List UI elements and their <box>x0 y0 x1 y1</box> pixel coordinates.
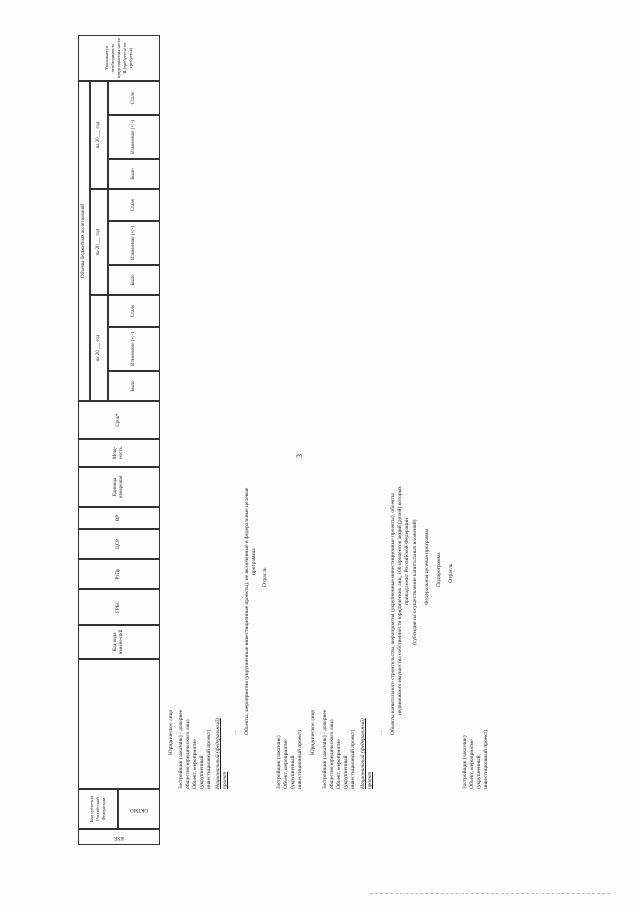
row-capital-construction-a: Объекты капитального строительства, мероприятия (укрупненные инвестиционные проекты), объекты <box>390 493 396 735</box>
header-y2-stalo: Стало <box>108 189 160 221</box>
row-object-1b: (укрупненный <box>199 755 205 789</box>
header-vr: ВР <box>78 507 160 529</box>
row-developer-subsidiary-1b: общество юридического лица <box>185 719 191 789</box>
row-national-project-1a: Национальный (федеральный) <box>215 718 221 789</box>
row-not-in-fcp-b: программы <box>251 548 257 575</box>
header-capacity: Мощ-ность <box>78 439 160 467</box>
row-developer-2a: Застройщик (заказчик) <box>276 735 282 789</box>
header-change-kind-code: Код вида измене-ний <box>78 625 160 659</box>
header-y3-stalo: Стало <box>108 81 160 115</box>
row-developer-3c: (укрупненный <box>476 755 482 789</box>
header-y3-bylo: Было <box>108 159 160 189</box>
row-object-2c: инвестиционный проект) <box>350 729 356 789</box>
header-unit: Единица измерения <box>78 467 160 507</box>
row-not-in-fcp-a: Объекты, мероприятия (укрупненные инвестиционные проекты), не включенные в федеральные целевые <box>244 487 250 735</box>
page-number: 3 <box>295 454 304 458</box>
row-developer-3d: инвестиционный проект) <box>483 729 489 789</box>
row-developer-subsidiary-2a: Застройщик (заказчик) - дочернее <box>322 709 328 789</box>
row-ellipsis-2: ... <box>378 730 384 735</box>
header-csr: ЦСР <box>78 529 160 559</box>
row-capital-construction-b: недвижимого имущества собственности юридических лиц, 100 процентов акций (долей) которых <box>397 485 403 715</box>
header-year-3: на 20___ год <box>90 81 108 189</box>
row-national-project-2b: проект <box>367 771 373 789</box>
header-name <box>78 659 160 789</box>
row-capital-construction-c: принадлежит Российской Федерации <box>404 518 410 605</box>
header-term: Срок* <box>78 401 160 439</box>
header-year-2: на 20___ год <box>90 189 108 295</box>
row-developer-2d: инвестиционный проект) <box>297 729 303 789</box>
row-developer-2c: (укрупненный <box>290 755 296 789</box>
row-subprogram: Подпрограмма <box>436 552 442 587</box>
row-developer-3b: Объект, мероприятие <box>469 739 475 789</box>
row-developer-subsidiary-2b: общество юридического лица <box>329 719 335 789</box>
row-industry-2: Отрасль <box>448 563 454 583</box>
row-developer-2b: Объект, мероприятие <box>283 739 289 789</box>
header-oktmo: ОКТМО <box>118 789 160 829</box>
header-part2-necessity: Указывается необходимость представления части II (требуется/ не требуется) <box>78 35 160 81</box>
header-y2-change: Изменение (+;-) <box>108 221 160 265</box>
row-legal-entity-1: Юридическое лицо <box>168 709 174 755</box>
header-y1-change: Изменение (+;-) <box>108 327 160 371</box>
row-capital-construction-d: (субсидии на осуществление капитальных вложений) <box>412 519 418 645</box>
row-ellipsis-1: ... <box>232 730 238 735</box>
row-object-2b: (укрупненный <box>343 755 349 789</box>
row-object-1c: инвестиционный проект) <box>206 729 212 789</box>
header-y2-bylo: Было <box>108 265 160 295</box>
header-y3-change: Изменение (+;-) <box>108 115 160 159</box>
header-y1-stalo: Стало <box>108 295 160 327</box>
header-grbs: ГРБС <box>78 589 160 625</box>
row-national-project-2a: Национальный (федеральный) <box>360 718 366 789</box>
row-legal-entity-2: Юридическое лицо <box>310 709 316 755</box>
row-national-project-1b: проект <box>222 771 228 789</box>
header-rzpr: РзПр <box>78 559 160 589</box>
header-year-1: на 20___ год <box>90 295 108 401</box>
header-subject-code: Код субъе-кта Россий-ской Федера-ции <box>78 789 118 829</box>
row-object-2a: Объект, мероприятие <box>336 739 342 789</box>
scan-edge-mark <box>370 893 610 894</box>
header-kue: КУЕ <box>78 829 160 845</box>
row-industry-1: Отрасль <box>262 567 268 587</box>
row-object-1a: Объект, мероприятие <box>192 739 198 789</box>
row-developer-subsidiary-1a: Застройщик (заказчик) - дочернее <box>178 709 184 789</box>
header-budget-volumes: Объемы бюджетных ассигнований <box>78 81 90 401</box>
header-y1-bylo: Было <box>108 371 160 401</box>
row-federal-target-program: Федеральная целевая программа <box>424 528 430 605</box>
row-developer-3a: Застройщик (заказчик) <box>462 735 468 789</box>
